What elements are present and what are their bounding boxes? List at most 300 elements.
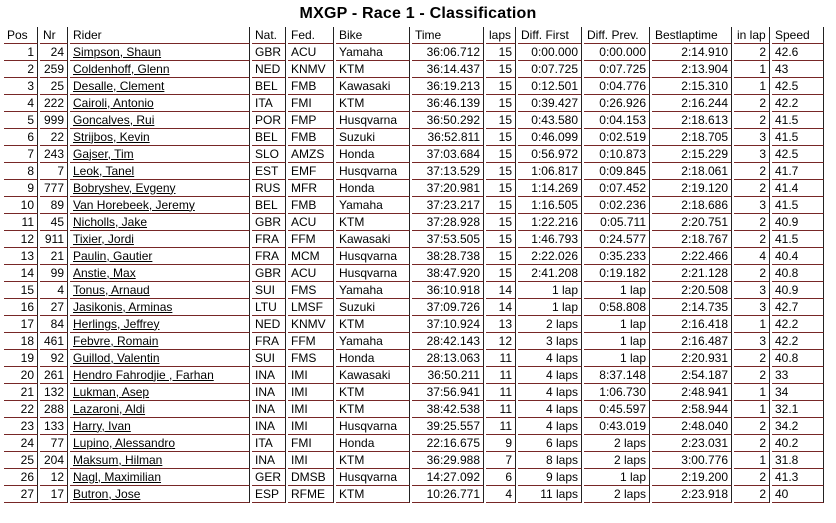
in-lap-cell: 1: [734, 401, 770, 418]
bike-cell: KTM: [336, 316, 410, 333]
laps-cell: 11: [486, 418, 516, 435]
in-lap-cell: 2: [734, 112, 770, 129]
in-lap-cell: 1: [734, 61, 770, 78]
pos-cell: 15: [4, 282, 38, 299]
laps-cell: 12: [486, 333, 516, 350]
nr-cell: 99: [40, 265, 68, 282]
nr-cell: 777: [40, 180, 68, 197]
nat-cell: BEL: [252, 129, 286, 146]
diff-prev-cell: 2 laps: [584, 486, 650, 503]
in-lap-cell: 2: [734, 486, 770, 503]
rider-link[interactable]: Cairoli, Antonio: [73, 95, 154, 110]
bike-cell: Husqvarna: [336, 112, 410, 129]
rider-cell: [70, 214, 250, 231]
pos-cell: 7: [4, 146, 38, 163]
nr-cell: 259: [40, 61, 68, 78]
pos-cell: 16: [4, 299, 38, 316]
bike-cell: Suzuki: [336, 299, 410, 316]
column-header-bike: Bike: [336, 27, 410, 44]
bestlaptime-cell: 2:15.229: [652, 146, 732, 163]
diff-first-cell: 3 laps: [518, 333, 582, 350]
laps-cell: 15: [486, 248, 516, 265]
diff-first-cell: 1:06.817: [518, 163, 582, 180]
rider-cell: [70, 231, 250, 248]
nr-cell: 25: [40, 78, 68, 95]
nat-cell: NED: [252, 61, 286, 78]
time-cell: 37:56.941: [412, 384, 484, 401]
laps-cell: 15: [486, 180, 516, 197]
speed-cell: 41.5: [772, 197, 824, 214]
time-cell: 37:03.684: [412, 146, 484, 163]
time-cell: 36:14.437: [412, 61, 484, 78]
rider-link[interactable]: Hendro Fahrodjie , Farhan: [73, 367, 214, 382]
time-cell: 36:19.213: [412, 78, 484, 95]
column-header-time: Time: [412, 27, 484, 44]
bestlaptime-cell: 2:15.310: [652, 78, 732, 95]
speed-cell: 40.9: [772, 282, 824, 299]
in-lap-cell: 2: [734, 95, 770, 112]
nat-cell: INA: [252, 452, 286, 469]
laps-cell: 11: [486, 350, 516, 367]
bestlaptime-cell: 2:14.910: [652, 44, 732, 61]
rider-link[interactable]: Tixier, Jordi: [73, 231, 134, 246]
diff-first-cell: 2:41.208: [518, 265, 582, 282]
diff-prev-cell: 0:05.711: [584, 214, 650, 231]
fed-cell: AMZS: [288, 146, 334, 163]
diff-prev-cell: 1 lap: [584, 282, 650, 299]
nat-cell: RUS: [252, 180, 286, 197]
classification-table: [2, 27, 826, 503]
bike-cell: Honda: [336, 435, 410, 452]
pos-cell: 10: [4, 197, 38, 214]
nr-cell: 7: [40, 163, 68, 180]
column-header-speed: Speed: [772, 27, 824, 44]
diff-prev-cell: 0:26.926: [584, 95, 650, 112]
table-row: [4, 78, 824, 95]
pos-cell: 13: [4, 248, 38, 265]
diff-prev-cell: 0:07.725: [584, 61, 650, 78]
rider-cell: [70, 197, 250, 214]
column-header-diff-first: Diff. First: [518, 27, 582, 44]
laps-cell: 6: [486, 469, 516, 486]
fed-cell: FMI: [288, 435, 334, 452]
bestlaptime-cell: 2:18.613: [652, 112, 732, 129]
table-row: [4, 333, 824, 350]
bike-cell: KTM: [336, 486, 410, 503]
speed-cell: 42.2: [772, 333, 824, 350]
rider-link[interactable]: Lazaroni, Aldi: [73, 401, 146, 416]
nat-cell: INA: [252, 367, 286, 384]
in-lap-cell: 2: [734, 214, 770, 231]
rider-link[interactable]: Bobryshev, Evgeny: [73, 180, 176, 195]
rider-link[interactable]: Leok, Tanel: [73, 163, 135, 178]
bike-cell: Honda: [336, 350, 410, 367]
diff-first-cell: 1:22.216: [518, 214, 582, 231]
nr-cell: 999: [40, 112, 68, 129]
speed-cell: 32.1: [772, 401, 824, 418]
diff-first-cell: 2:22.026: [518, 248, 582, 265]
bestlaptime-cell: 2:20.751: [652, 214, 732, 231]
speed-cell: 40.2: [772, 435, 824, 452]
bestlaptime-cell: 2:23.031: [652, 435, 732, 452]
bestlaptime-cell: 2:23.918: [652, 486, 732, 503]
rider-cell: [70, 163, 250, 180]
bike-cell: Husqvarna: [336, 418, 410, 435]
nat-cell: INA: [252, 401, 286, 418]
table-row: [4, 265, 824, 282]
diff-first-cell: 1 lap: [518, 299, 582, 316]
rider-cell: [70, 316, 250, 333]
table-row: [4, 112, 824, 129]
laps-cell: 11: [486, 384, 516, 401]
pos-cell: 18: [4, 333, 38, 350]
pos-cell: 14: [4, 265, 38, 282]
fed-cell: FFM: [288, 231, 334, 248]
rider-cell: [70, 78, 250, 95]
pos-cell: 17: [4, 316, 38, 333]
in-lap-cell: 2: [734, 163, 770, 180]
bestlaptime-cell: 2:18.767: [652, 231, 732, 248]
rider-link[interactable]: Lupino, Alessandro: [73, 435, 176, 450]
in-lap-cell: 2: [734, 435, 770, 452]
rider-link[interactable]: Jasikonis, Arminas: [73, 299, 173, 314]
rider-link[interactable]: Butron, Jose: [73, 486, 141, 501]
bike-cell: KTM: [336, 384, 410, 401]
nr-cell: 911: [40, 231, 68, 248]
diff-prev-cell: 1 lap: [584, 469, 650, 486]
pos-cell: 1: [4, 44, 38, 61]
diff-first-cell: 0:07.725: [518, 61, 582, 78]
time-cell: 37:13.529: [412, 163, 484, 180]
fed-cell: EMF: [288, 163, 334, 180]
nat-cell: GER: [252, 469, 286, 486]
diff-prev-cell: 1:06.730: [584, 384, 650, 401]
diff-prev-cell: 0:09.845: [584, 163, 650, 180]
fed-cell: ACU: [288, 44, 334, 61]
bestlaptime-cell: 2:58.944: [652, 401, 732, 418]
rider-cell: [70, 180, 250, 197]
column-header-nr: Nr: [40, 27, 68, 44]
pos-cell: 23: [4, 418, 38, 435]
rider-link[interactable]: Coldenhoff, Glenn: [73, 61, 170, 76]
diff-prev-cell: 1 lap: [584, 350, 650, 367]
table-row: [4, 146, 824, 163]
rider-link[interactable]: Maksum, Hilman: [73, 452, 163, 467]
bestlaptime-cell: 2:21.128: [652, 265, 732, 282]
bestlaptime-cell: 2:19.200: [652, 469, 732, 486]
bestlaptime-cell: 2:16.487: [652, 333, 732, 350]
table-row: [4, 163, 824, 180]
bike-cell: Yamaha: [336, 282, 410, 299]
rider-link[interactable]: Anstie, Max: [73, 265, 136, 280]
in-lap-cell: 4: [734, 248, 770, 265]
nr-cell: 133: [40, 418, 68, 435]
speed-cell: 41.4: [772, 180, 824, 197]
bike-cell: Honda: [336, 146, 410, 163]
pos-cell: 6: [4, 129, 38, 146]
diff-prev-cell: 0:10.873: [584, 146, 650, 163]
pos-cell: 24: [4, 435, 38, 452]
bike-cell: Husqvarna: [336, 469, 410, 486]
laps-cell: 9: [486, 435, 516, 452]
diff-first-cell: 4 laps: [518, 367, 582, 384]
speed-cell: 34.2: [772, 418, 824, 435]
bestlaptime-cell: 2:54.187: [652, 367, 732, 384]
rider-cell: [70, 401, 250, 418]
rider-cell: [70, 265, 250, 282]
rider-link[interactable]: Strijbos, Kevin: [73, 129, 150, 144]
laps-cell: 15: [486, 265, 516, 282]
rider-cell: [70, 435, 250, 452]
table-row: [4, 452, 824, 469]
nr-cell: 89: [40, 197, 68, 214]
bike-cell: Suzuki: [336, 129, 410, 146]
pos-cell: 26: [4, 469, 38, 486]
nr-cell: 12: [40, 469, 68, 486]
laps-cell: 15: [486, 78, 516, 95]
in-lap-cell: 2: [734, 180, 770, 197]
pos-cell: 21: [4, 384, 38, 401]
table-row: [4, 367, 824, 384]
diff-prev-cell: 1 lap: [584, 316, 650, 333]
bestlaptime-cell: 2:14.735: [652, 299, 732, 316]
speed-cell: 41.5: [772, 231, 824, 248]
nr-cell: 21: [40, 248, 68, 265]
table-row: [4, 44, 824, 61]
rider-cell: [70, 452, 250, 469]
bestlaptime-cell: 2:18.061: [652, 163, 732, 180]
fed-cell: IMI: [288, 384, 334, 401]
nr-cell: 243: [40, 146, 68, 163]
diff-prev-cell: 0:58.808: [584, 299, 650, 316]
in-lap-cell: 3: [734, 333, 770, 350]
time-cell: 38:28.738: [412, 248, 484, 265]
diff-first-cell: 1:16.505: [518, 197, 582, 214]
rider-link[interactable]: Gajser, Tim: [73, 146, 134, 161]
column-header-fed: Fed.: [288, 27, 334, 44]
bike-cell: Husqvarna: [336, 163, 410, 180]
nat-cell: SLO: [252, 146, 286, 163]
diff-prev-cell: 8:37.148: [584, 367, 650, 384]
fed-cell: MCM: [288, 248, 334, 265]
bike-cell: KTM: [336, 61, 410, 78]
in-lap-cell: 3: [734, 282, 770, 299]
diff-first-cell: 4 laps: [518, 350, 582, 367]
in-lap-cell: 3: [734, 197, 770, 214]
laps-cell: 15: [486, 197, 516, 214]
in-lap-cell: 1: [734, 316, 770, 333]
table-row: [4, 248, 824, 265]
time-cell: 38:47.920: [412, 265, 484, 282]
diff-first-cell: 4 laps: [518, 401, 582, 418]
diff-first-cell: 1:14.269: [518, 180, 582, 197]
fed-cell: FMB: [288, 197, 334, 214]
rider-link[interactable]: Simpson, Shaun: [73, 44, 162, 59]
diff-prev-cell: 2 laps: [584, 452, 650, 469]
fed-cell: FMI: [288, 95, 334, 112]
time-cell: 36:52.811: [412, 129, 484, 146]
classification-page: [0, 5, 836, 523]
fed-cell: ACU: [288, 214, 334, 231]
rider-link[interactable]: Van Horebeek, Jeremy: [73, 197, 195, 212]
time-cell: 37:53.505: [412, 231, 484, 248]
speed-cell: 42.7: [772, 299, 824, 316]
diff-prev-cell: 0:43.019: [584, 418, 650, 435]
fed-cell: FMS: [288, 282, 334, 299]
diff-prev-cell: 0:02.236: [584, 197, 650, 214]
nr-cell: 261: [40, 367, 68, 384]
nat-cell: POR: [252, 112, 286, 129]
laps-cell: 4: [486, 486, 516, 503]
pos-cell: 12: [4, 231, 38, 248]
fed-cell: LMSF: [288, 299, 334, 316]
time-cell: 14:27.092: [412, 469, 484, 486]
rider-cell: [70, 44, 250, 61]
speed-cell: 41.7: [772, 163, 824, 180]
fed-cell: IMI: [288, 367, 334, 384]
bike-cell: Honda: [336, 180, 410, 197]
in-lap-cell: 2: [734, 418, 770, 435]
bike-cell: KTM: [336, 95, 410, 112]
bestlaptime-cell: 2:48.040: [652, 418, 732, 435]
fed-cell: FMS: [288, 350, 334, 367]
laps-cell: 13: [486, 316, 516, 333]
diff-first-cell: 2 laps: [518, 316, 582, 333]
table-row: [4, 486, 824, 503]
bike-cell: Kawasaki: [336, 78, 410, 95]
nat-cell: FRA: [252, 248, 286, 265]
diff-first-cell: 1:46.793: [518, 231, 582, 248]
diff-prev-cell: 0:45.597: [584, 401, 650, 418]
in-lap-cell: 2: [734, 350, 770, 367]
rider-link[interactable]: Guillod, Valentin: [73, 350, 160, 365]
diff-prev-cell: 2 laps: [584, 435, 650, 452]
laps-cell: 15: [486, 61, 516, 78]
time-cell: 10:26.771: [412, 486, 484, 503]
rider-link[interactable]: Harry, Ivan: [73, 418, 131, 433]
bike-cell: KTM: [336, 452, 410, 469]
rider-link[interactable]: Febvre, Romain: [73, 333, 159, 348]
nat-cell: EST: [252, 163, 286, 180]
bike-cell: KTM: [336, 214, 410, 231]
laps-cell: 14: [486, 282, 516, 299]
speed-cell: 33: [772, 367, 824, 384]
nr-cell: 45: [40, 214, 68, 231]
diff-first-cell: 0:12.501: [518, 78, 582, 95]
speed-cell: 41.5: [772, 129, 824, 146]
speed-cell: 31.8: [772, 452, 824, 469]
rider-cell: [70, 384, 250, 401]
laps-cell: 15: [486, 163, 516, 180]
bestlaptime-cell: 2:16.244: [652, 95, 732, 112]
rider-link[interactable]: Lukman, Asep: [73, 384, 150, 399]
rider-cell: [70, 418, 250, 435]
nat-cell: BEL: [252, 197, 286, 214]
pos-cell: 9: [4, 180, 38, 197]
diff-first-cell: 9 laps: [518, 469, 582, 486]
bike-cell: Yamaha: [336, 333, 410, 350]
in-lap-cell: 2: [734, 367, 770, 384]
speed-cell: 41.3: [772, 469, 824, 486]
rider-link[interactable]: Nicholls, Jake: [73, 214, 148, 229]
time-cell: 36:06.712: [412, 44, 484, 61]
fed-cell: DMSB: [288, 469, 334, 486]
pos-cell: 25: [4, 452, 38, 469]
rider-link[interactable]: Paulin, Gautier: [73, 248, 153, 263]
fed-cell: MFR: [288, 180, 334, 197]
column-header-nat: Nat.: [252, 27, 286, 44]
rider-link[interactable]: Tonus, Arnaud: [73, 282, 150, 297]
time-cell: 37:28.928: [412, 214, 484, 231]
table-row: [4, 350, 824, 367]
rider-cell: [70, 282, 250, 299]
nr-cell: 92: [40, 350, 68, 367]
table-row: [4, 435, 824, 452]
bike-cell: Yamaha: [336, 44, 410, 61]
bike-cell: KTM: [336, 401, 410, 418]
in-lap-cell: 3: [734, 146, 770, 163]
speed-cell: 42.2: [772, 95, 824, 112]
nr-cell: 132: [40, 384, 68, 401]
diff-first-cell: 0:39.427: [518, 95, 582, 112]
pos-cell: 19: [4, 350, 38, 367]
nr-cell: 84: [40, 316, 68, 333]
diff-first-cell: 6 laps: [518, 435, 582, 452]
diff-first-cell: 1 lap: [518, 282, 582, 299]
fed-cell: FMB: [288, 78, 334, 95]
rider-link[interactable]: Nagl, Maximilian: [73, 469, 162, 484]
table-row: [4, 180, 824, 197]
nr-cell: 222: [40, 95, 68, 112]
bestlaptime-cell: 2:22.466: [652, 248, 732, 265]
rider-link[interactable]: Desalle, Clement: [73, 78, 165, 93]
nat-cell: LTU: [252, 299, 286, 316]
rider-link[interactable]: Herlings, Jeffrey: [73, 316, 160, 331]
column-header-in-lap: in lap: [734, 27, 770, 44]
pos-cell: 11: [4, 214, 38, 231]
laps-cell: 15: [486, 95, 516, 112]
rider-cell: [70, 95, 250, 112]
bike-cell: Husqvarna: [336, 248, 410, 265]
in-lap-cell: 2: [734, 469, 770, 486]
rider-cell: [70, 299, 250, 316]
in-lap-cell: 1: [734, 452, 770, 469]
nr-cell: 4: [40, 282, 68, 299]
nat-cell: ESP: [252, 486, 286, 503]
nr-cell: 22: [40, 129, 68, 146]
nat-cell: FRA: [252, 333, 286, 350]
fed-cell: KNMV: [288, 61, 334, 78]
table-row: [4, 384, 824, 401]
nat-cell: NED: [252, 316, 286, 333]
bestlaptime-cell: 2:16.418: [652, 316, 732, 333]
fed-cell: IMI: [288, 452, 334, 469]
diff-prev-cell: 0:19.182: [584, 265, 650, 282]
speed-cell: 40.4: [772, 248, 824, 265]
fed-cell: KNMV: [288, 316, 334, 333]
rider-cell: [70, 112, 250, 129]
rider-link[interactable]: Goncalves, Rui: [73, 112, 155, 127]
nr-cell: 77: [40, 435, 68, 452]
table-row: [4, 299, 824, 316]
nr-cell: 17: [40, 486, 68, 503]
bestlaptime-cell: 2:13.904: [652, 61, 732, 78]
nat-cell: BEL: [252, 78, 286, 95]
diff-first-cell: 4 laps: [518, 418, 582, 435]
column-header-rider: Rider: [70, 27, 250, 44]
speed-cell: 40.8: [772, 350, 824, 367]
column-header-laps: laps: [486, 27, 516, 44]
